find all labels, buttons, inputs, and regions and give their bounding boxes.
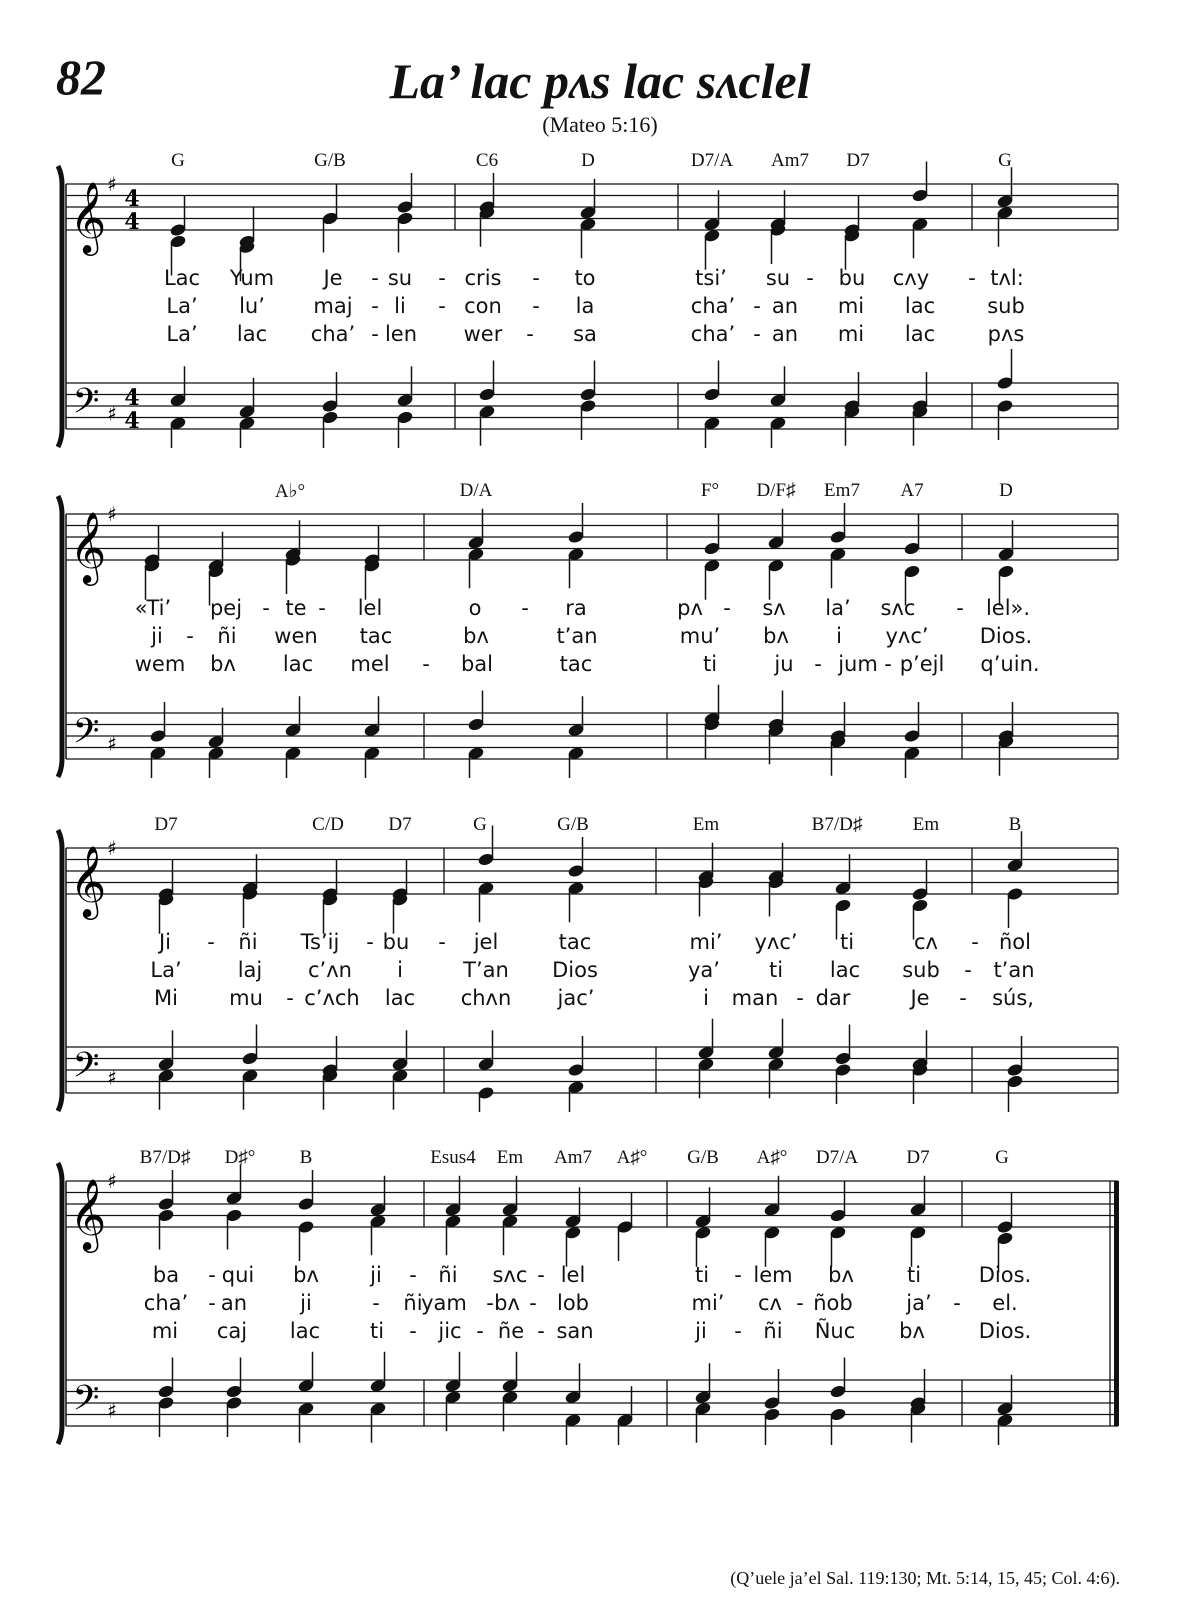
lyric-syllable: bu xyxy=(382,930,410,954)
key-signature-sharp-icon: ♯ xyxy=(107,731,117,756)
lyric-syllable: cʌ xyxy=(758,1291,782,1315)
chord-symbol: D xyxy=(999,480,1013,501)
chord-symbol: B xyxy=(299,1147,313,1168)
lyric-syllable: laj xyxy=(237,958,263,982)
syllable-hyphen: - xyxy=(286,986,294,1010)
key-signature-sharp-icon: ♯ xyxy=(107,502,117,526)
syllable-hyphen: - xyxy=(422,652,430,676)
lyric-syllable: bʌ xyxy=(494,1291,520,1315)
time-signature-icon: 4 xyxy=(124,186,140,212)
syllable-hyphen: - xyxy=(371,322,379,346)
lyric-syllable: mu’ xyxy=(679,624,721,648)
footer-references: (Q’uele ja’el Sal. 119:130; Mt. 5:14, 15, 45; Col. 4:6). xyxy=(730,1568,1120,1588)
syllable-hyphen: - xyxy=(796,986,804,1010)
lyric-syllable: mi xyxy=(837,322,865,346)
lyric-syllable: lac xyxy=(289,1319,321,1343)
lyric-syllable: lac xyxy=(384,986,416,1010)
lyric-syllable: T’an xyxy=(463,958,509,982)
lyric-syllable: cha’ xyxy=(310,322,356,346)
lyric-syllable: lel xyxy=(357,596,383,620)
lyric-syllable: la xyxy=(575,294,595,318)
lyric-syllable: ra xyxy=(565,596,587,620)
lyric-syllable: yʌc’ xyxy=(885,624,929,648)
chord-symbol: A♭° xyxy=(274,481,306,502)
lyric-syllable: wer xyxy=(463,322,503,346)
chord-symbol: B xyxy=(1008,814,1022,835)
lyric-syllable: mu xyxy=(229,986,263,1010)
syllable-hyphen: - xyxy=(971,930,979,954)
lyric-syllable: ti xyxy=(369,1319,385,1343)
lyric-syllable: La’ xyxy=(150,958,182,982)
hymn-number: 82 xyxy=(56,49,106,105)
syllable-hyphen: - xyxy=(207,930,215,954)
key-signature-sharp-icon: ♯ xyxy=(107,1065,117,1090)
lyric-verse-1 xyxy=(0,930,1200,958)
chord-symbol: G/B xyxy=(557,814,589,835)
lyric-syllable: lac xyxy=(829,958,861,982)
music-system xyxy=(0,812,1200,1112)
chord-symbol: F° xyxy=(700,480,720,501)
lyric-syllable: wem xyxy=(134,652,186,676)
lyric-syllable: sub xyxy=(902,958,940,982)
lyric-syllable: chʌn xyxy=(460,986,512,1010)
lyric-syllable: Dios. xyxy=(978,1319,1032,1343)
lyric-syllable: tsi’ xyxy=(695,266,727,290)
lyric-syllable: pʌ xyxy=(677,596,703,620)
syllable-hyphen: - xyxy=(208,1291,216,1315)
lyric-syllable: Mi xyxy=(154,986,178,1010)
bass-clef-icon: 𝄢 xyxy=(72,1044,100,1094)
lyric-syllable: caj xyxy=(216,1319,248,1343)
treble-clef-icon: 𝄞 xyxy=(69,180,107,253)
time-signature-icon: 4 xyxy=(124,408,140,434)
lyric-syllable: len xyxy=(384,322,418,346)
syllable-hyphen: - xyxy=(796,1291,804,1315)
lyric-syllable: lob xyxy=(556,1291,590,1315)
syllable-hyphen: - xyxy=(734,1263,742,1287)
lyric-verse-1 xyxy=(0,596,1200,624)
treble-clef-icon: 𝄞 xyxy=(69,510,107,583)
key-signature-sharp-icon: ♯ xyxy=(107,1398,117,1423)
lyric-syllable: pʌs xyxy=(987,322,1025,346)
lyric-syllable: Ji xyxy=(158,930,172,954)
lyric-syllable: ji xyxy=(300,1291,312,1315)
lyric-syllable: Ts’ij xyxy=(300,930,340,954)
chord-symbol: Esus4 xyxy=(430,1147,476,1168)
key-signature-sharp-icon: ♯ xyxy=(107,172,117,196)
key-signature-sharp-icon: ♯ xyxy=(107,401,117,426)
chord-symbol: Am7 xyxy=(554,1147,592,1168)
syllable-hyphen: - xyxy=(964,958,972,982)
scripture-reference: (Mateo 5:16) xyxy=(542,112,658,137)
lyric-syllable: ji xyxy=(695,1319,707,1343)
syllable-hyphen: - xyxy=(753,322,761,346)
syllable-hyphen: - xyxy=(734,1319,742,1343)
syllable-hyphen: - xyxy=(723,596,731,620)
hymn-title: La’ lac pʌs lac sʌclel xyxy=(389,53,811,109)
syllable-hyphen: - xyxy=(529,1291,537,1315)
lyric-syllable: Dios xyxy=(552,958,598,982)
lyric-verse-2 xyxy=(0,294,1200,322)
chord-symbol: D7 xyxy=(846,150,870,171)
syllable-hyphen: - xyxy=(186,624,194,648)
key-signature-sharp-icon: ♯ xyxy=(107,836,117,860)
syllable-hyphen: - xyxy=(959,986,967,1010)
bass-clef-icon: 𝄢 xyxy=(72,380,100,430)
lyric-syllable: yʌc’ xyxy=(754,930,798,954)
lyric-syllable: cʌ xyxy=(914,930,938,954)
bass-clef-icon: 𝄢 xyxy=(72,710,100,760)
chord-symbol: Em xyxy=(912,814,940,835)
lyric-syllable: lem xyxy=(753,1263,793,1287)
syllable-hyphen: - xyxy=(814,652,822,676)
treble-clef-icon: 𝄞 xyxy=(69,844,107,917)
syllable-hyphen: - xyxy=(438,266,446,290)
treble-clef-icon: 𝄞 xyxy=(69,1177,107,1250)
syllable-hyphen: - xyxy=(318,596,326,620)
chord-symbol: A♯° xyxy=(616,1147,648,1168)
lyric-syllable: ñob xyxy=(813,1291,853,1315)
syllable-hyphen: - xyxy=(409,1263,417,1287)
lyric-syllable: mel xyxy=(350,652,390,676)
lyric-syllable: su xyxy=(765,266,791,290)
lyric-syllable: an xyxy=(771,322,799,346)
lyric-syllable: ñol xyxy=(999,930,1031,954)
lyric-syllable: tʌl: xyxy=(990,266,1024,290)
syllable-hyphen: - xyxy=(371,266,379,290)
lyric-syllable: ñi xyxy=(238,930,258,954)
lyric-syllable: su xyxy=(387,266,413,290)
syllable-hyphen: - xyxy=(532,266,540,290)
lyric-syllable: bʌ xyxy=(463,624,489,648)
chord-symbol: B7/D♯ xyxy=(139,1147,191,1168)
lyric-syllable: bʌ xyxy=(210,652,236,676)
lyric-syllable: jic xyxy=(438,1319,462,1343)
chord-symbol: D7 xyxy=(906,1147,930,1168)
lyric-syllable: sús, xyxy=(992,986,1034,1010)
chord-symbol: G xyxy=(995,1147,1009,1168)
lyric-syllable: cʌy xyxy=(892,266,930,290)
lyric-syllable: jum xyxy=(838,652,878,676)
lyric-syllable: man xyxy=(731,986,779,1010)
lyric-syllable: Dios. xyxy=(978,1263,1032,1287)
lyric-syllable: mi xyxy=(151,1319,179,1343)
lyric-verse-1 xyxy=(0,1263,1200,1291)
chord-symbol: B7/D♯ xyxy=(811,814,863,835)
chord-symbol: Em xyxy=(692,814,720,835)
lyric-syllable: tac xyxy=(359,624,393,648)
lyric-syllable: lac xyxy=(282,652,314,676)
music-system xyxy=(0,478,1200,778)
syllable-hyphen: - xyxy=(521,596,529,620)
lyric-syllable: bʌ xyxy=(828,1263,854,1287)
lyric-syllable: «Ti’ xyxy=(134,596,172,620)
chord-symbol: D7 xyxy=(388,814,412,835)
music-system xyxy=(0,148,1200,448)
lyric-syllable: bʌ xyxy=(293,1263,319,1287)
lyric-syllable: cris xyxy=(464,266,502,290)
chord-symbol: Am7 xyxy=(771,150,809,171)
lyric-syllable: san xyxy=(556,1319,594,1343)
syllable-hyphen: - xyxy=(884,652,892,676)
lyric-syllable: sʌc xyxy=(492,1263,528,1287)
lyric-syllable: c’ʌn xyxy=(308,958,352,982)
lyric-syllable: i xyxy=(836,624,842,648)
lyric-syllable: yam xyxy=(421,1291,467,1315)
syllable-hyphen: - xyxy=(409,1319,417,1343)
lyric-syllable: mi’ xyxy=(689,930,723,954)
syllable-hyphen: - xyxy=(537,1263,545,1287)
lyric-verse-2 xyxy=(0,1291,1200,1319)
lyric-syllable: qui xyxy=(221,1263,255,1287)
syllable-hyphen: - xyxy=(208,1263,216,1287)
lyric-syllable: bal xyxy=(460,652,494,676)
chord-symbol: D♯° xyxy=(224,1147,256,1168)
lyric-syllable: ñi xyxy=(403,1291,423,1315)
lyric-syllable: ja’ xyxy=(906,1291,932,1315)
syllable-hyphen: - xyxy=(526,322,534,346)
chord-symbol: G xyxy=(998,150,1012,171)
lyric-syllable: c’ʌch xyxy=(304,986,360,1010)
lyric-syllable: an xyxy=(771,294,799,318)
chord-symbol: D7 xyxy=(154,814,178,835)
time-signature-icon: 4 xyxy=(124,209,140,235)
lyric-syllable: lel». xyxy=(985,596,1031,620)
syllable-hyphen: - xyxy=(476,1319,484,1343)
lyric-syllable: el. xyxy=(992,1291,1018,1315)
chord-symbol: G xyxy=(171,150,185,171)
lyric-syllable: t’an xyxy=(993,958,1035,982)
lyric-syllable: cha’ xyxy=(690,294,736,318)
chord-symbol: D7/A xyxy=(690,150,734,171)
lyric-syllable: Dios. xyxy=(979,624,1033,648)
syllable-hyphen: - xyxy=(262,596,270,620)
lyric-verse-1 xyxy=(0,266,1200,294)
bass-clef-icon: 𝄢 xyxy=(72,1377,100,1427)
music-system xyxy=(0,1145,1200,1445)
chord-symbol: G/B xyxy=(687,1147,719,1168)
syllable-hyphen: - xyxy=(968,266,976,290)
chord-symbol: D7/A xyxy=(815,1147,859,1168)
lyric-syllable: ñi xyxy=(438,1263,458,1287)
lyric-verse-3 xyxy=(0,986,1200,1014)
lyric-syllable: sub xyxy=(987,294,1025,318)
lyric-syllable: mi xyxy=(837,294,865,318)
lyric-syllable: ñe xyxy=(497,1319,525,1343)
lyric-syllable: Lac xyxy=(163,266,201,290)
lyric-syllable: sa xyxy=(573,322,597,346)
syllable-hyphen: - xyxy=(532,294,540,318)
lyric-syllable: o xyxy=(468,596,482,620)
lyric-syllable: con xyxy=(464,294,502,318)
lyric-syllable: la’ xyxy=(825,596,851,620)
syllable-hyphen: - xyxy=(366,930,374,954)
syllable-hyphen: - xyxy=(956,596,964,620)
chord-symbol: D/A xyxy=(459,480,493,501)
syllable-hyphen: - xyxy=(486,1291,494,1315)
syllable-hyphen: - xyxy=(372,1291,380,1315)
lyric-syllable: i xyxy=(703,986,709,1010)
lyric-syllable: ñi xyxy=(763,1319,783,1343)
lyric-syllable: tac xyxy=(558,930,592,954)
lyric-syllable: ti xyxy=(702,652,718,676)
lyric-syllable: ti xyxy=(694,1263,710,1287)
lyric-syllable: to xyxy=(574,266,596,290)
lyric-syllable: an xyxy=(220,1291,248,1315)
syllable-hyphen: - xyxy=(438,294,446,318)
lyric-verse-2 xyxy=(0,958,1200,986)
lyric-syllable: q’uin. xyxy=(980,652,1040,676)
chord-symbol: Em7 xyxy=(824,480,860,501)
lyric-syllable: dar xyxy=(815,986,851,1010)
lyric-syllable: ji xyxy=(370,1263,382,1287)
lyric-syllable: bʌ xyxy=(899,1319,925,1343)
lyric-syllable: t’an xyxy=(556,624,598,648)
lyric-syllable: Je xyxy=(910,986,930,1010)
lyric-syllable: ti xyxy=(768,958,784,982)
lyric-syllable: jac’ xyxy=(557,986,595,1010)
chord-symbol: G/B xyxy=(314,150,346,171)
lyric-syllable: cha’ xyxy=(143,1291,189,1315)
chord-symbol: A♯° xyxy=(756,1147,788,1168)
lyric-syllable: La’ xyxy=(166,322,198,346)
lyric-syllable: ba xyxy=(152,1263,180,1287)
lyric-syllable: ti xyxy=(906,1263,922,1287)
lyric-syllable: Yum xyxy=(229,266,275,290)
lyric-syllable: sʌc xyxy=(880,596,916,620)
lyric-verse-3 xyxy=(0,1319,1200,1347)
time-signature-icon: 4 xyxy=(124,385,140,411)
lyric-verse-3 xyxy=(0,652,1200,680)
lyric-syllable: te xyxy=(285,596,307,620)
lyric-syllable: ju xyxy=(774,652,794,676)
lyric-syllable: i xyxy=(397,958,403,982)
lyric-syllable: ya’ xyxy=(688,958,720,982)
lyric-syllable: cha’ xyxy=(690,322,736,346)
chord-symbol: C6 xyxy=(475,150,499,171)
lyric-syllable: wen xyxy=(274,624,318,648)
lyric-syllable: Je xyxy=(323,266,343,290)
lyric-syllable: mi’ xyxy=(691,1291,725,1315)
lyric-syllable: lu’ xyxy=(239,294,265,318)
lyric-syllable: p’ejl xyxy=(899,652,945,676)
chord-symbol: A7 xyxy=(900,480,924,501)
lyric-syllable: pej xyxy=(209,596,243,620)
syllable-hyphen: - xyxy=(753,294,761,318)
lyric-syllable: lac xyxy=(236,322,268,346)
chord-symbol: C/D xyxy=(312,814,344,835)
lyric-syllable: jel xyxy=(473,930,499,954)
syllable-hyphen: - xyxy=(537,1319,545,1343)
lyric-syllable: bu xyxy=(838,266,866,290)
chord-symbol: G xyxy=(473,814,487,835)
lyric-syllable: maj xyxy=(313,294,353,318)
chord-symbol: D xyxy=(581,150,595,171)
lyric-verse-2 xyxy=(0,624,1200,652)
lyric-syllable: Ñuc xyxy=(814,1319,856,1343)
chord-symbol: Em xyxy=(496,1147,524,1168)
lyric-syllable: lel xyxy=(560,1263,586,1287)
lyric-syllable: lac xyxy=(904,294,936,318)
lyric-syllable: ti xyxy=(839,930,855,954)
lyric-syllable: lac xyxy=(904,322,936,346)
lyric-syllable: bʌ xyxy=(763,624,789,648)
lyric-verse-3 xyxy=(0,322,1200,350)
key-signature-sharp-icon: ♯ xyxy=(107,1169,117,1193)
lyric-syllable: li xyxy=(394,294,406,318)
syllable-hyphen: - xyxy=(438,930,446,954)
chord-symbol: D/F♯ xyxy=(756,480,796,501)
lyric-syllable: La’ xyxy=(166,294,198,318)
syllable-hyphen: - xyxy=(806,266,814,290)
syllable-hyphen: - xyxy=(371,294,379,318)
syllable-hyphen: - xyxy=(953,1291,961,1315)
lyric-syllable: sʌ xyxy=(762,596,786,620)
lyric-syllable: tac xyxy=(559,652,593,676)
lyric-syllable: ji xyxy=(151,624,163,648)
lyric-syllable: ñi xyxy=(217,624,237,648)
